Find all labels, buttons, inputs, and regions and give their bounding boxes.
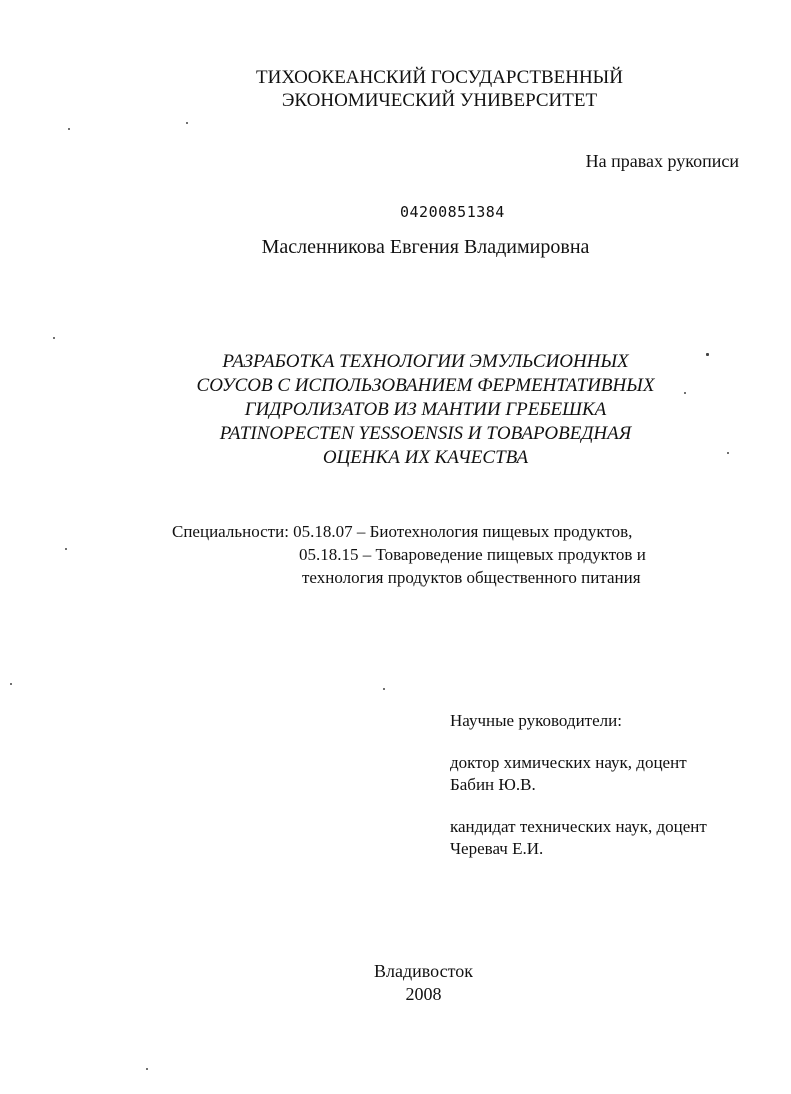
- author-name: Масленникова Евгения Владимировна: [261, 236, 590, 258]
- supervisor-1-degree: доктор химических наук, доцент: [450, 753, 687, 772]
- scan-speck: [65, 548, 67, 550]
- document-code: 04200851384: [400, 203, 505, 221]
- specialty-line-3: технология продуктов общественного питания: [302, 568, 641, 587]
- city: Владивосток: [374, 961, 473, 981]
- scan-speck: [706, 353, 709, 356]
- place-and-year: [0, 960, 791, 1006]
- year: 2008: [405, 984, 442, 1004]
- scan-speck: [186, 122, 188, 124]
- scan-speck: [684, 392, 686, 394]
- specialty-line-2: 05.18.15 – Товароведение пищевых продуктов и: [299, 545, 646, 564]
- university-name: [0, 66, 791, 112]
- supervisor-2-name: Черевач Е.И.: [450, 839, 544, 858]
- supervisors-heading: Научные руководители:: [450, 711, 622, 730]
- university-line-2: ЭКОНОМИЧЕСКИЙ УНИВЕРСИТЕТ: [281, 90, 598, 111]
- scan-speck: [383, 688, 385, 690]
- dissertation-title: [0, 350, 791, 470]
- title-line: ГИДРОЛИЗАТОВ ИЗ МАНТИИ ГРЕБЕШКА: [244, 399, 607, 420]
- title-line: PATINOPECTEN YESSOENSIS И ТОВАРОВЕДНАЯ: [219, 423, 632, 444]
- university-line-1: ТИХООКЕАНСКИЙ ГОСУДАРСТВЕННЫЙ: [256, 67, 623, 88]
- manuscript-note: На правах рукописи: [585, 151, 739, 171]
- title-line: СОУСОВ С ИСПОЛЬЗОВАНИЕМ ФЕРМЕНТАТИВНЫХ: [196, 375, 655, 396]
- specialties-block: [172, 520, 646, 589]
- scan-speck: [53, 337, 55, 339]
- scan-speck: [10, 683, 12, 685]
- supervisor-2-degree: кандидат технических наук, доцент: [450, 817, 707, 836]
- supervisor-1-name: Бабин Ю.В.: [450, 775, 536, 794]
- title-line: ОЦЕНКА ИХ КАЧЕСТВА: [322, 447, 529, 468]
- scan-speck: [68, 128, 70, 130]
- specialty-line-1: Специальности: 05.18.07 – Биотехнология пищевых продуктов,: [172, 522, 633, 541]
- title-line: РАЗРАБОТКА ТЕХНОЛОГИИ ЭМУЛЬСИОННЫХ: [222, 351, 629, 372]
- scan-speck: [146, 1068, 148, 1070]
- scan-speck: [727, 452, 729, 454]
- supervisors-block: [450, 710, 707, 860]
